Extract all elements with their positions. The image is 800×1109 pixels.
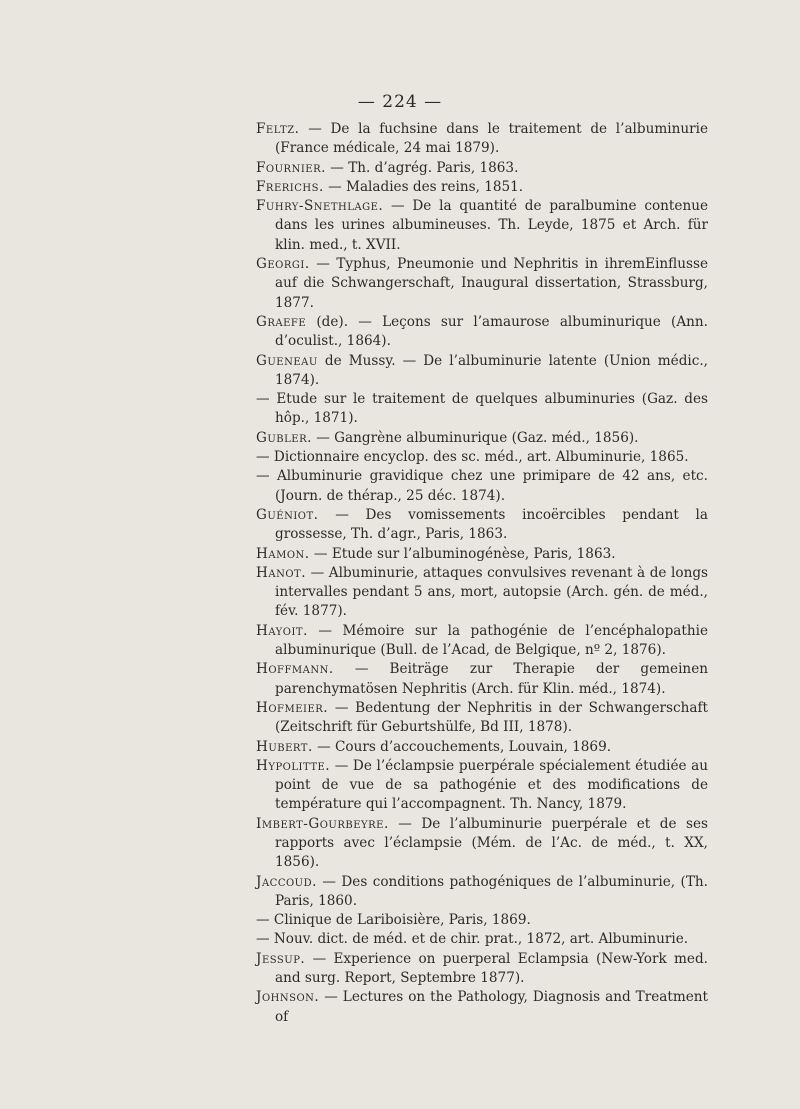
bibliography-entry (256, 352, 708, 391)
bibliography-list (256, 120, 708, 1027)
bibliography-entry (256, 448, 708, 467)
entry-text: — Lectures on the Pathology, Diagnosis and Treatment of (275, 989, 708, 1025)
entry-text: — Mémoire sur la pathogénie de l’encéphalopathie albuminurique (Bull. de l’Acad, de Belgique, nº 2, 1876). (275, 622, 708, 659)
bibliography-entry (256, 950, 708, 989)
entry-author: Fournier. (256, 159, 326, 176)
entry-author: Hypolitte. (256, 757, 331, 774)
entry-author: Jessup. (256, 950, 306, 967)
entry-author: Frerichs. (256, 178, 324, 195)
bibliography-entry (256, 255, 708, 313)
entry-text: — Nouv. dict. de méd. et de chir. prat., 1872, art. Albuminurie. (256, 931, 689, 948)
entry-text: — De la quantité de paralbumine contenue dans les urines albumineuses. Th. Leyde, 1875 et Arch. für klin. med., t. XVII. (275, 198, 708, 253)
bibliography-entry (256, 699, 708, 738)
entry-text: — Cours d’accouchements, Louvain, 1869. (312, 738, 612, 755)
entry-text: — De la fuchsine dans le traitement de l’albuminurie (France médicale, 24 mai 1879). (275, 121, 708, 157)
bibliography-entry (256, 873, 708, 912)
entry-author: Johnson. (256, 989, 320, 1006)
entry-text: — Maladies des reins, 1851. (323, 178, 524, 195)
entry-author: Jaccoud. (256, 873, 317, 890)
bibliography-entry (256, 738, 708, 757)
entry-author: Imbert-Gourbeyre. (256, 815, 389, 832)
entry-text: — Bedentung der Nephritis in der Schwangerschaft (Zeitschrift für Geburtshülfe, Bd III, 1878). (275, 699, 708, 736)
entry-text: — Albuminurie, attaques convulsives revenant à de longs intervalles pendant 5 ans, mort, autopsie (Arch. gén. de méd., fév. 1877). (275, 564, 708, 620)
bibliography-entry (256, 757, 708, 815)
entry-author: Feltz. (256, 121, 300, 137)
bibliography-entry (256, 390, 708, 429)
bibliography-entry (256, 159, 708, 178)
entry-author: Georgi. (256, 256, 310, 273)
entry-text: (de). — Leçons sur l’amaurose albuminurique (Ann. d’oculist., 1864). (275, 313, 708, 350)
page-number: — 224 — (357, 92, 443, 112)
entry-author: Graefe (256, 313, 307, 330)
entry-author: Hubert. (256, 738, 313, 755)
entry-author: Hofmeier. (256, 699, 329, 716)
entry-text: — De l’éclampsie puerpérale spécialement étudiée au point de vue de sa pathogénie et des modifications de température qui l’accompagnent. Th. Nancy, 1879. (275, 757, 708, 813)
bibliography-entry (256, 467, 708, 506)
entry-text: — Typhus, Pneumonie und Nephritis in ihremEinflusse auf die Schwangerschaft, Inaugural dissertation, Strassburg, 1877. (275, 256, 708, 311)
entry-text: — Des conditions pathogéniques de l’albuminurie, (Th. Paris, 1860. (275, 873, 708, 909)
entry-author: Hanot. (256, 564, 307, 581)
entry-text: — Dictionnaire encyclop. des sc. méd., art. Albuminurie, 1865. (256, 449, 689, 466)
bibliography-entry (256, 930, 708, 949)
entry-author: Hoffmann. (256, 661, 334, 678)
entry-text: — Gangrène albuminurique (Gaz. méd., 1856). (311, 429, 639, 446)
entry-text: de Mussy. — De l’albuminurie latente (Union médic., 1874). (275, 352, 708, 388)
entry-text: — De l’albuminurie puerpérale et de ses rapports avec l’éclampsie (Mém. de l’Ac. de méd., t. XX, 1856). (275, 815, 708, 871)
entry-text: — Etude sur l’albuminogénèse, Paris, 1863. (309, 545, 616, 562)
entry-text: — Etude sur le traitement de quelques albuminuries (Gaz. des hôp., 1871). (256, 391, 708, 427)
entry-author: Hamon. (256, 545, 310, 562)
bibliography-entry (256, 815, 708, 873)
entry-text: — Beiträge zur Therapie der gemeinen parenchymatösen Nephritis (Arch. für Klin. méd., 1874). (275, 661, 708, 697)
entry-author: Gubler. (256, 429, 312, 446)
entry-author: Gueneau (256, 352, 318, 369)
entry-author: Guéniot. (256, 506, 319, 523)
bibliography-entry (256, 988, 708, 1027)
bibliography-entry (256, 911, 708, 930)
bibliography-entry (256, 564, 708, 622)
bibliography-entry (256, 429, 708, 448)
bibliography-entry (256, 120, 708, 159)
entry-text: — Clinique de Lariboisière, Paris, 1869. (256, 912, 531, 929)
bibliography-entry (256, 178, 708, 197)
bibliography-entry (256, 313, 708, 352)
entry-text: — Th. d’agrég. Paris, 1863. (325, 159, 519, 176)
bibliography-entry (256, 545, 708, 564)
entry-author: Fuhry-Snethlage. (256, 198, 384, 215)
entry-author: Hayoit. (256, 622, 308, 639)
entry-text: — Des vomissements incoërcibles pendant la grossesse, Th. d’agr., Paris, 1863. (275, 506, 708, 543)
bibliography-entry (256, 622, 708, 661)
bibliography-entry (256, 506, 708, 545)
entry-text: — Experience on puerperal Eclampsia (New-York med. and surg. Report, Septembre 1877). (275, 950, 708, 987)
entry-text: — Albuminurie gravidique chez une primipare de 42 ans, etc. (Journ. de thérap., 25 déc. 1874). (256, 468, 708, 504)
bibliography-entry (256, 660, 708, 699)
bibliography-entry (256, 197, 708, 255)
